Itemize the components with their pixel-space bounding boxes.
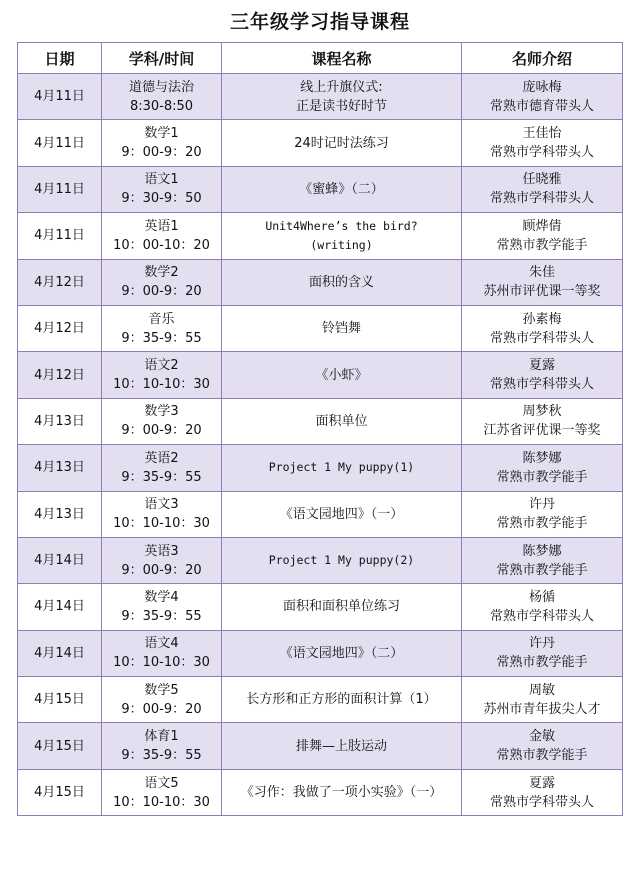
subject-time-cell <box>102 352 222 398</box>
course-name-line: 《语文园地四》（一） <box>279 506 404 522</box>
time-label: 9：00-9：20 <box>121 562 202 578</box>
time-label: 9：30-9：50 <box>121 191 202 207</box>
subject-label: 数学4 <box>144 589 179 605</box>
course-name-line: Project 1 My puppy(2) <box>268 553 415 568</box>
subject-time-cell <box>102 677 222 723</box>
table-row <box>18 445 623 491</box>
time-label: 10：10-10：30 <box>113 655 210 671</box>
course-name-cell <box>222 352 462 398</box>
subject-time-cell <box>102 630 222 676</box>
teacher-title: 常熟市学科带头人 <box>489 191 594 207</box>
table-header-row <box>18 43 623 74</box>
teacher-name: 任晓雅 <box>522 172 562 188</box>
teacher-cell <box>462 491 623 537</box>
date-cell: 4月11日 <box>18 120 102 166</box>
course-name-line: 24时记时法练习 <box>294 135 389 151</box>
teacher-title: 常熟市学科带头人 <box>489 794 594 810</box>
date-cell: 4月12日 <box>18 259 102 305</box>
time-label: 9：00-9：20 <box>121 701 202 717</box>
time-label: 9：00-9：20 <box>121 284 202 300</box>
course-name-cell <box>222 445 462 491</box>
subject-label: 英语2 <box>144 450 179 466</box>
teacher-name: 周梦秋 <box>522 404 562 420</box>
teacher-title: 常熟市教学能手 <box>496 748 588 764</box>
table-row <box>18 723 623 769</box>
teacher-title: 常熟市教学能手 <box>496 655 588 671</box>
subject-time-cell <box>102 769 222 815</box>
course-name-cell <box>222 213 462 259</box>
course-name-line: Project 1 My puppy(1) <box>268 460 415 475</box>
course-name-line: 面积的含义 <box>308 274 374 290</box>
course-name-cell <box>222 677 462 723</box>
schedule-body <box>18 74 623 816</box>
teacher-title: 常熟市学科带头人 <box>489 330 594 346</box>
course-name-line: 面积和面积单位练习 <box>282 599 400 615</box>
course-name-cell <box>222 723 462 769</box>
teacher-cell <box>462 213 623 259</box>
time-label: 8:30-8:50 <box>129 98 194 114</box>
table-row <box>18 120 623 166</box>
teacher-name: 许丹 <box>528 636 555 652</box>
date-cell: 4月12日 <box>18 305 102 351</box>
date-cell: 4月15日 <box>18 769 102 815</box>
subject-label: 数学2 <box>144 265 179 281</box>
teacher-name: 许丹 <box>528 497 555 513</box>
course-name-cell <box>222 769 462 815</box>
teacher-title: 苏州市评优课一等奖 <box>483 284 601 300</box>
table-row <box>18 259 623 305</box>
subject-time-cell <box>102 491 222 537</box>
teacher-name: 周敏 <box>528 682 555 698</box>
table-row <box>18 74 623 120</box>
course-name-line: 长方形和正方形的面积计算（1） <box>246 692 437 708</box>
course-name-line: 《习作：我做了一项小实验》（一） <box>240 785 443 801</box>
subject-label: 语文1 <box>144 172 179 188</box>
teacher-name: 金敏 <box>528 729 555 745</box>
teacher-title: 苏州市青年拔尖人才 <box>483 701 601 717</box>
table-row <box>18 166 623 212</box>
time-label: 9：35-9：55 <box>121 469 202 485</box>
teacher-cell <box>462 305 623 351</box>
teacher-name: 夏露 <box>528 358 555 374</box>
date-cell: 4月14日 <box>18 537 102 583</box>
teacher-title: 常熟市教学能手 <box>496 469 588 485</box>
teacher-cell <box>462 630 623 676</box>
subject-time-cell <box>102 120 222 166</box>
teacher-cell <box>462 259 623 305</box>
course-name-cell <box>222 398 462 444</box>
course-name-line: Unit4Where’s the bird? <box>265 218 418 233</box>
teacher-name: 孙素梅 <box>522 311 562 327</box>
course-name-cell <box>222 537 462 583</box>
column-header-subject-time: 学科/时间 <box>102 43 222 74</box>
course-name-line: (writing) <box>310 237 373 252</box>
teacher-name: 庞咏梅 <box>522 79 562 95</box>
subject-time-cell <box>102 445 222 491</box>
subject-label: 音乐 <box>148 311 175 327</box>
teacher-title: 常熟市教学能手 <box>496 516 588 532</box>
subject-label: 道德与法治 <box>128 79 194 95</box>
time-label: 10：10-10：30 <box>113 377 210 393</box>
subject-time-cell <box>102 259 222 305</box>
course-name-cell <box>222 305 462 351</box>
course-name-cell <box>222 630 462 676</box>
course-name-line: 《小虾》 <box>315 367 368 383</box>
course-name-cell <box>222 74 462 120</box>
date-cell: 4月11日 <box>18 213 102 259</box>
column-header-course-name: 课程名称 <box>222 43 462 74</box>
table-row <box>18 352 623 398</box>
time-label: 9：35-9：55 <box>121 748 202 764</box>
date-cell: 4月15日 <box>18 677 102 723</box>
teacher-cell <box>462 445 623 491</box>
table-row <box>18 537 623 583</box>
teacher-title: 常熟市德育带头人 <box>489 98 594 114</box>
teacher-cell <box>462 584 623 630</box>
date-cell: 4月11日 <box>18 74 102 120</box>
date-cell: 4月14日 <box>18 630 102 676</box>
subject-time-cell <box>102 584 222 630</box>
teacher-title: 常熟市教学能手 <box>496 562 588 578</box>
subject-label: 语文3 <box>144 497 179 513</box>
course-name-line: 排舞—上肢运动 <box>295 738 387 754</box>
subject-time-cell <box>102 166 222 212</box>
course-name-line: 《语文园地四》（二） <box>279 645 404 661</box>
course-name-cell <box>222 491 462 537</box>
teacher-cell <box>462 166 623 212</box>
subject-time-cell <box>102 537 222 583</box>
subject-label: 英语3 <box>144 543 179 559</box>
teacher-cell <box>462 74 623 120</box>
table-row <box>18 398 623 444</box>
date-cell: 4月13日 <box>18 445 102 491</box>
subject-label: 语文5 <box>144 775 179 791</box>
teacher-name: 朱佳 <box>528 265 555 281</box>
time-label: 9：35-9：55 <box>121 330 202 346</box>
table-row <box>18 584 623 630</box>
teacher-cell <box>462 120 623 166</box>
subject-label: 数学1 <box>144 126 179 142</box>
table-row <box>18 630 623 676</box>
table-row <box>18 769 623 815</box>
teacher-cell <box>462 352 623 398</box>
teacher-name: 陈梦娜 <box>522 450 562 466</box>
time-label: 10：10-10：30 <box>113 516 210 532</box>
teacher-cell <box>462 677 623 723</box>
subject-label: 数学5 <box>144 682 179 698</box>
date-cell: 4月15日 <box>18 723 102 769</box>
subject-label: 体育1 <box>144 729 179 745</box>
teacher-name: 夏露 <box>528 775 555 791</box>
subject-label: 语文2 <box>144 358 179 374</box>
table-row <box>18 677 623 723</box>
teacher-name: 顾烨倩 <box>522 218 562 234</box>
teacher-name: 王佳怡 <box>522 126 562 142</box>
course-name-line: 面积单位 <box>315 413 368 429</box>
date-cell: 4月13日 <box>18 398 102 444</box>
time-label: 9：00-9：20 <box>121 423 202 439</box>
teacher-cell <box>462 723 623 769</box>
course-name-line: 铃铛舞 <box>321 321 361 337</box>
course-name-line: 线上升旗仪式: <box>300 79 383 95</box>
subject-label: 数学3 <box>144 404 179 420</box>
teacher-name: 陈梦娜 <box>522 543 562 559</box>
teacher-title: 常熟市教学能手 <box>496 237 588 253</box>
course-name-line: 正是读书好时节 <box>295 98 387 114</box>
time-label: 9：35-9：55 <box>121 608 202 624</box>
subject-time-cell <box>102 723 222 769</box>
table-row <box>18 305 623 351</box>
column-header-date: 日期 <box>18 43 102 74</box>
subject-time-cell <box>102 213 222 259</box>
course-name-line: 《蜜蜂》（二） <box>299 181 384 197</box>
table-row <box>18 491 623 537</box>
teacher-title: 江苏省评优课一等奖 <box>483 423 601 439</box>
subject-label: 语文4 <box>144 636 179 652</box>
date-cell: 4月12日 <box>18 352 102 398</box>
date-cell: 4月14日 <box>18 584 102 630</box>
date-cell: 4月13日 <box>18 491 102 537</box>
schedule-table <box>17 42 623 816</box>
course-name-cell <box>222 120 462 166</box>
time-label: 10：00-10：20 <box>113 237 210 253</box>
course-name-cell <box>222 584 462 630</box>
time-label: 10：10-10：30 <box>113 794 210 810</box>
page-title: 三年级学习指导课程 <box>229 11 410 33</box>
subject-time-cell <box>102 305 222 351</box>
time-label: 9：00-9：20 <box>121 145 202 161</box>
teacher-cell <box>462 398 623 444</box>
column-header-teacher: 名师介绍 <box>462 43 623 74</box>
teacher-title: 常熟市学科带头人 <box>489 608 594 624</box>
teacher-name: 杨循 <box>528 589 555 605</box>
subject-time-cell <box>102 398 222 444</box>
course-name-cell <box>222 166 462 212</box>
subject-time-cell <box>102 74 222 120</box>
teacher-title: 常熟市学科带头人 <box>489 145 594 161</box>
table-row <box>18 213 623 259</box>
subject-label: 英语1 <box>144 218 179 234</box>
course-name-cell <box>222 259 462 305</box>
teacher-title: 常熟市学科带头人 <box>489 377 594 393</box>
date-cell: 4月11日 <box>18 166 102 212</box>
teacher-cell <box>462 769 623 815</box>
teacher-cell <box>462 537 623 583</box>
